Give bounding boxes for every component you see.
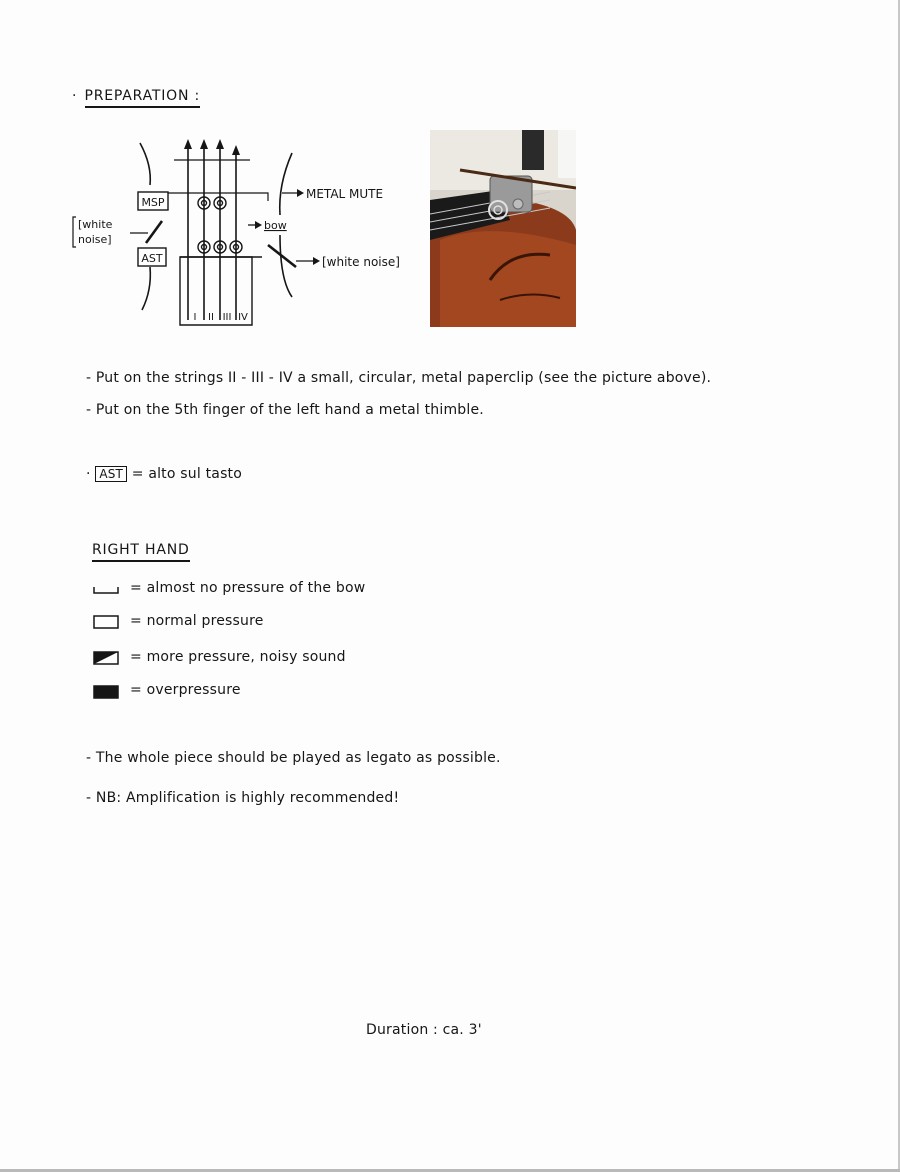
string-numeral-3: III [222,312,232,323]
strings [188,145,236,320]
metal-mute-label: METAL MUTE [306,187,384,201]
bow-label: bow [264,219,287,232]
note-paperclip: - Put on the strings II - III - IV a small, circular, metal paperclip (see the picture above). [86,370,712,386]
legend-item-more-pressure: = more pressure, noisy sound [130,649,346,665]
legend-item-almost-no-pressure: = almost no pressure of the bow [130,580,366,596]
ast-box: AST [95,466,127,482]
paperclip-upper [198,197,226,209]
duration: Duration : ca. 3' [366,1022,482,1038]
half-filled-box-icon [92,650,122,666]
note-legato: - The whole piece should be played as legato as possible. [86,750,501,766]
msp-label: MSP [141,196,165,209]
string-numeral-4: IV [238,312,248,323]
right-hand-heading: RIGHT HAND [92,542,190,558]
string-numeral-1: I [193,312,197,323]
ast-note-text: = alto sul tasto [131,466,243,482]
white-noise-right-label: [white noise] [322,255,400,269]
ast-note: · AST = alto sul tasto [86,466,243,482]
string-numeral-2: II [208,312,214,323]
bracket-line-icon [92,583,122,597]
legend-item-normal-pressure: = normal pressure [130,613,264,629]
violin-mute-photo [430,130,576,327]
ast-label: AST [141,252,163,265]
bullet: · [72,88,83,104]
white-noise-left-2: noise] [78,233,112,246]
preparation-diagram [70,135,490,335]
preparation-heading: · PREPARATION : [74,88,200,104]
note-amplification: - NB: Amplification is highly recommended! [86,790,400,806]
empty-box-icon [92,614,122,630]
note-thimble: - Put on the 5th finger of the left hand a metal thimble. [86,402,484,418]
filled-box-icon [92,684,122,700]
legend-item-overpressure: = overpressure [130,682,241,698]
white-noise-left-1: [white [78,218,113,231]
